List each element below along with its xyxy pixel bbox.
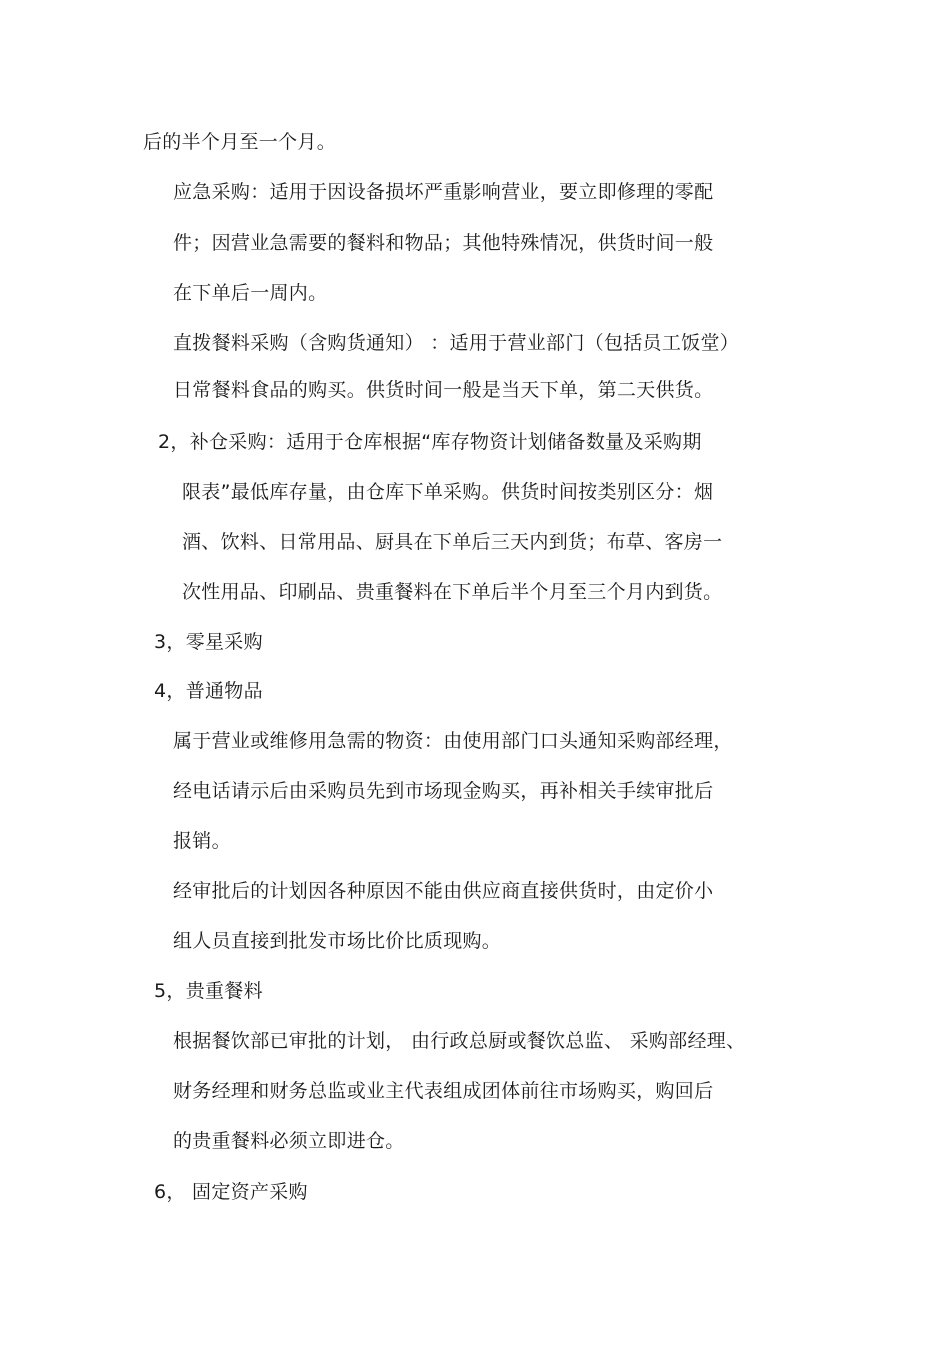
section-heading: 6， 固定资产采购 (154, 1181, 308, 1203)
text-line: 应急采购：适用于因设备损坏严重影响营业，要立即修理的零配 (173, 181, 714, 203)
text-line: 经审批后的计划因各种原因不能由供应商直接供货时，由定价小 (173, 880, 714, 902)
text-line: 报销。 (173, 830, 231, 852)
text-line: 次性用品、印刷品、贵重餐料在下单后半个月至三个月内到货。 (182, 581, 723, 603)
text-line: 后的半个月至一个月。 (143, 131, 337, 153)
text-line: 在下单后一周内。 (173, 282, 328, 304)
text-line: 件；因营业急需要的餐料和物品；其他特殊情况，供货时间一般 (173, 232, 714, 254)
text-line: 直拨餐料采购（含购货通知） ：适用于营业部门（包括员工饭堂） (173, 332, 740, 354)
text-line: 经电话请示后由采购员先到市场现金购买，再补相关手续审批后 (173, 780, 714, 802)
text-line: 的贵重餐料必须立即进仓。 (173, 1130, 405, 1152)
text-line: 日常餐料食品的购买。供货时间一般是当天下单，第二天供货。 (173, 379, 714, 401)
text-line: 2，补仓采购：适用于仓库根据“库存物资计划储备数量及采购期 (158, 431, 702, 453)
section-heading: 4，普通物品 (154, 680, 263, 702)
section-heading: 3，零星采购 (154, 631, 263, 653)
text-line: 酒、饮料、日常用品、厨具在下单后三天内到货；布草、客房一 (182, 531, 723, 553)
section-heading: 5，贵重餐料 (154, 980, 263, 1002)
text-line: 组人员直接到批发市场比价比质现购。 (173, 930, 502, 952)
text-line: 根据餐饮部已审批的计划， 由行政总厨或餐饮总监、 采购部经理、 (173, 1030, 746, 1052)
text-line: 属于营业或维修用急需的物资：由使用部门口头通知采购部经理， (173, 730, 733, 752)
text-line: 财务经理和财务总监或业主代表组成团体前往市场购买，购回后 (173, 1080, 714, 1102)
text-line: 限表”最低库存量，由仓库下单采购。供货时间按类别区分：烟 (182, 481, 714, 503)
